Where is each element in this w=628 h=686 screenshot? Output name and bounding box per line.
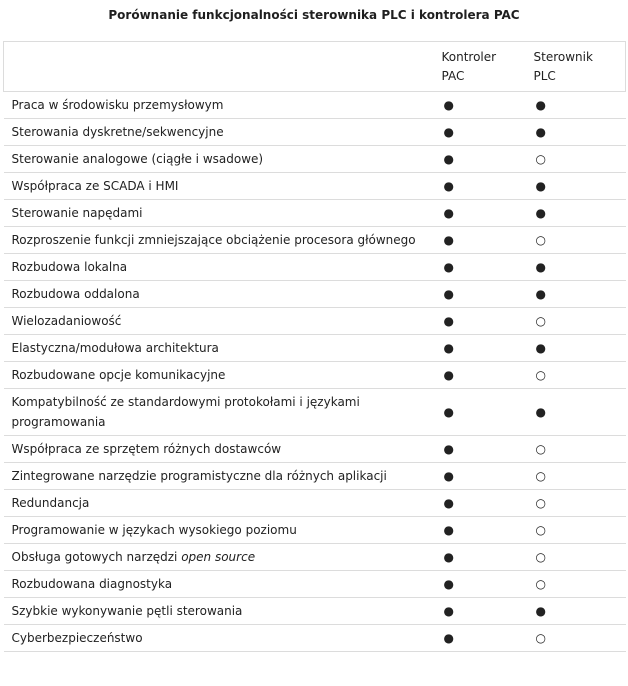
table-row — [4, 598, 626, 625]
feature-cell: Sterowanie napędami — [4, 200, 434, 227]
pac-mark: ● — [434, 517, 526, 544]
feature-cell: Współpraca ze SCADA i HMI — [4, 173, 434, 200]
plc-mark: ○ — [526, 227, 626, 254]
page-title: Porównanie funkcjonalności sterownika PLC i kontrolera PAC — [108, 8, 520, 22]
feature-cell: Rozbudowa oddalona — [4, 281, 434, 308]
feature-cell: Cyberbezpieczeństwo — [4, 625, 434, 652]
feature-text: Obsługa gotowych narzędzi — [11, 550, 182, 564]
pac-mark: ● — [434, 625, 526, 652]
pac-mark: ● — [434, 92, 526, 119]
header-plc — [526, 42, 626, 92]
pac-mark: ● — [434, 436, 526, 463]
plc-mark: ○ — [526, 463, 626, 490]
plc-mark: ● — [526, 173, 626, 200]
pac-mark: ● — [434, 227, 526, 254]
plc-mark: ● — [526, 389, 626, 436]
table-row — [4, 490, 626, 517]
plc-mark: ○ — [526, 490, 626, 517]
table-row — [4, 389, 626, 436]
pac-mark: ● — [434, 200, 526, 227]
feature-cell: Szybkie wykonywanie pętli sterowania — [4, 598, 434, 625]
feature-cell — [4, 544, 434, 571]
plc-mark: ● — [526, 119, 626, 146]
plc-mark: ● — [526, 598, 626, 625]
header-pac-line2: PAC — [441, 68, 465, 83]
table-row — [4, 281, 626, 308]
pac-mark: ● — [434, 146, 526, 173]
plc-mark: ○ — [526, 571, 626, 598]
plc-mark: ○ — [526, 308, 626, 335]
plc-mark: ○ — [526, 362, 626, 389]
plc-mark: ● — [526, 200, 626, 227]
plc-mark: ○ — [526, 517, 626, 544]
pac-mark: ● — [434, 463, 526, 490]
header-pac — [434, 42, 526, 92]
comparison-table — [3, 41, 626, 652]
feature-cell: Sterowania dyskretne/sekwencyjne — [4, 119, 434, 146]
pac-mark: ● — [434, 598, 526, 625]
table-row — [4, 173, 626, 200]
plc-mark: ● — [526, 254, 626, 281]
plc-mark: ○ — [526, 625, 626, 652]
table-row — [4, 119, 626, 146]
feature-cell: Zintegrowane narzędzie programistyczne dla różnych aplikacji — [4, 463, 434, 490]
pac-mark: ● — [434, 173, 526, 200]
feature-italic-text: open source — [181, 550, 256, 564]
table-row — [4, 625, 626, 652]
plc-mark: ○ — [526, 436, 626, 463]
feature-cell: Elastyczna/modułowa architektura — [4, 335, 434, 362]
feature-cell: Kompatybilność ze standardowymi protokołami i językami programowania — [4, 389, 434, 436]
feature-cell: Redundancja — [4, 490, 434, 517]
table-row — [4, 200, 626, 227]
table-row — [4, 571, 626, 598]
plc-mark: ○ — [526, 544, 626, 571]
table-row — [4, 362, 626, 389]
pac-mark: ● — [434, 254, 526, 281]
header-pac-line1: Kontroler — [441, 49, 497, 64]
pac-mark: ● — [434, 389, 526, 436]
plc-mark: ● — [526, 281, 626, 308]
feature-cell: Rozproszenie funkcji zmniejszające obciążenie procesora głównego — [4, 227, 434, 254]
pac-mark: ● — [434, 544, 526, 571]
feature-cell: Współpraca ze sprzętem różnych dostawców — [4, 436, 434, 463]
feature-cell: Programowanie w językach wysokiego poziomu — [4, 517, 434, 544]
plc-mark: ○ — [526, 146, 626, 173]
pac-mark: ● — [434, 335, 526, 362]
pac-mark: ● — [434, 490, 526, 517]
table-row — [4, 436, 626, 463]
header-plc-line1: Sterownik — [533, 49, 593, 64]
header-plc-line2: PLC — [533, 68, 556, 83]
table-row — [4, 335, 626, 362]
table-row — [4, 517, 626, 544]
table-row — [4, 308, 626, 335]
table-header-row — [4, 42, 626, 92]
table-row — [4, 254, 626, 281]
plc-mark: ● — [526, 92, 626, 119]
feature-cell: Wielozadaniowość — [4, 308, 434, 335]
table-row — [4, 463, 626, 490]
pac-mark: ● — [434, 571, 526, 598]
table-row — [4, 544, 626, 571]
table-row — [4, 146, 626, 173]
pac-mark: ● — [434, 119, 526, 146]
table-row — [4, 92, 626, 119]
table-row — [4, 227, 626, 254]
pac-mark: ● — [434, 362, 526, 389]
feature-cell: Rozbudowane opcje komunikacyjne — [4, 362, 434, 389]
pac-mark: ● — [434, 308, 526, 335]
feature-cell: Rozbudowana diagnostyka — [4, 571, 434, 598]
feature-cell: Praca w środowisku przemysłowym — [4, 92, 434, 119]
feature-cell: Sterowanie analogowe (ciągłe i wsadowe) — [4, 146, 434, 173]
plc-mark: ● — [526, 335, 626, 362]
header-feature — [4, 42, 434, 92]
feature-cell: Rozbudowa lokalna — [4, 254, 434, 281]
pac-mark: ● — [434, 281, 526, 308]
